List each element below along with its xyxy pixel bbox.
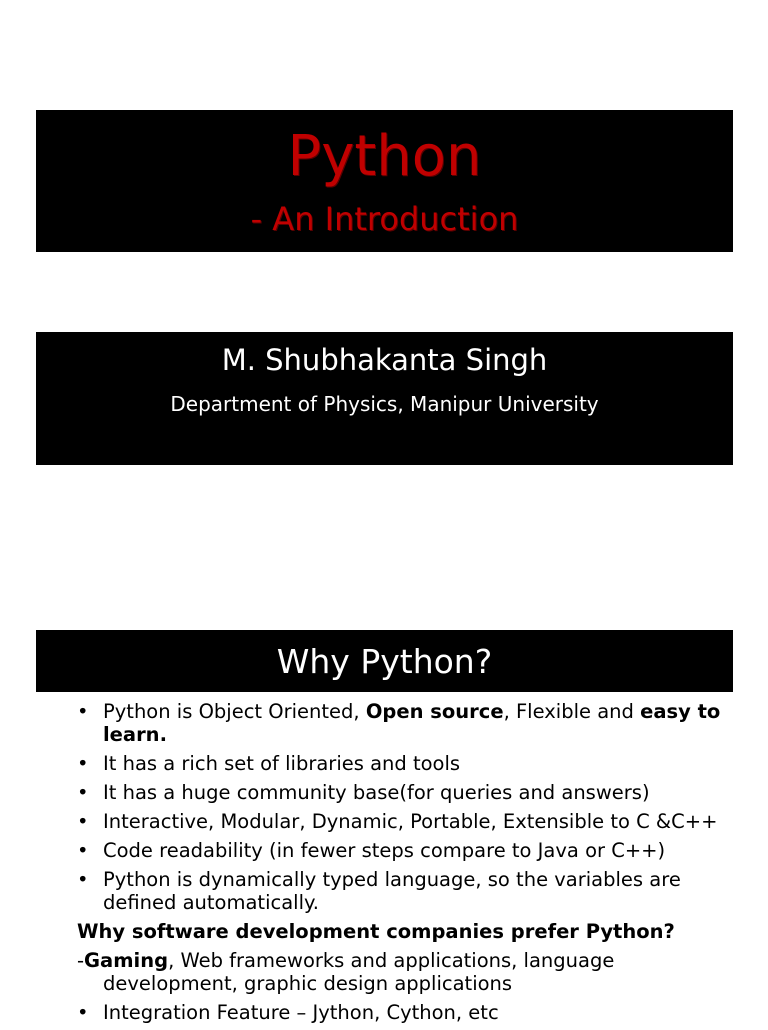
bullet-icon: • [77,781,89,804]
bullet-icon: • [77,1001,89,1024]
paragraph-prefix: - [77,949,85,972]
section-heading: Why software development companies prefer Python? [77,920,675,943]
bullet-item [77,781,737,804]
bullet-text: It has a huge community base(for queries and answers) [103,781,650,804]
author-slide-band [36,332,733,465]
bullet-text: Python is Object Oriented, [103,700,366,723]
bullet-icon: • [77,700,89,723]
bullet-item [77,752,737,775]
paragraph-bold-text: Gaming [84,949,169,972]
why-python-content [77,700,737,1030]
bullet-bold-text: Open source [365,700,504,723]
presentation-subtitle: - An Introduction [250,200,519,238]
author-department: Department of Physics, Manipur University [170,392,599,416]
bullet-bold-text: easy to learn. [103,700,721,746]
bullet-text: Interactive, Modular, Dynamic, Portable, Extensible to C &C++ [103,810,718,833]
bullet-text: Code readability (in fewer steps compare to Java or C++) [103,839,666,862]
bullet-item [77,1001,737,1024]
bullet-item [77,839,737,862]
why-python-title: Why Python? [276,642,493,681]
bullet-item [77,810,737,833]
why-python-title-band [36,630,733,692]
bullet-icon: • [77,868,89,891]
bullet-item [77,700,737,746]
bullet-icon: • [77,752,89,775]
title-slide-band [36,110,733,252]
bullet-icon: • [77,810,89,833]
presentation-title: Python [287,124,482,189]
bullet-text: Python is dynamically typed language, so the variables are defined automatically. [103,868,681,914]
bullet-text: It has a rich set of libraries and tools [103,752,461,775]
bullet-text: , Flexible and [503,700,641,723]
bullet-item [77,868,737,914]
author-name: M. Shubhakanta Singh [221,343,548,377]
paragraph-item [77,949,737,995]
bullet-text: Integration Feature – Jython, Cython, etc [103,1001,499,1024]
paragraph-text: , Web frameworks and applications, language development, graphic design applications [103,949,615,995]
bullet-icon: • [77,839,89,862]
